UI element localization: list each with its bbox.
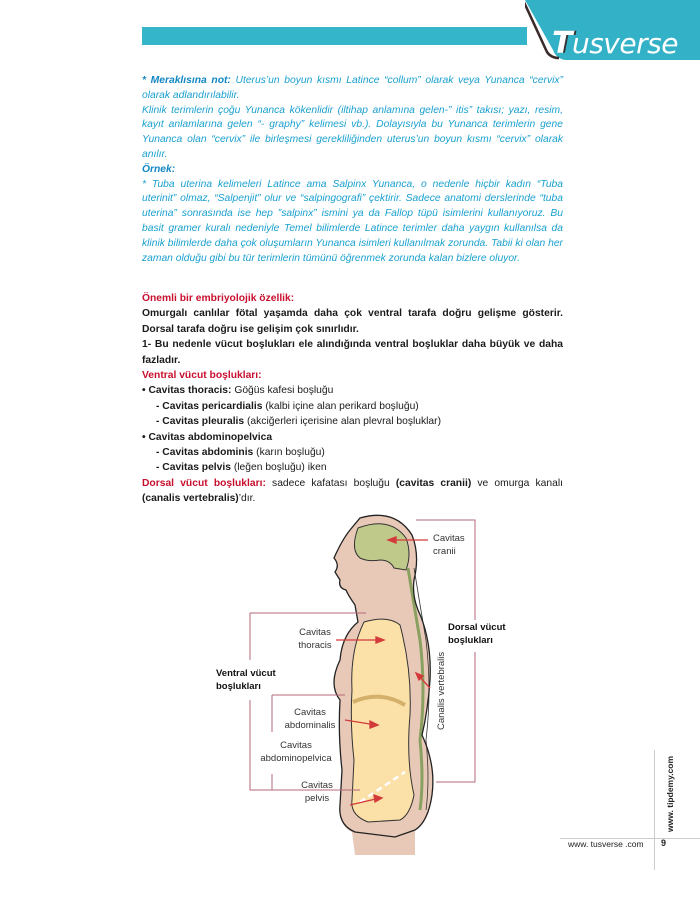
cavity-list: [142, 383, 563, 475]
label-ventral-1: Ventral vücut: [216, 668, 276, 679]
side-url: www. tipdemy.com: [665, 755, 675, 832]
label-thoracis-1: Cavitas: [299, 627, 331, 638]
header-bar: [142, 27, 527, 45]
example-label: Örnek:: [142, 163, 176, 175]
note-text-1: Uterus’un boyun kısmı Latince “collum” olarak veya Yunanca “cervix” olarak adlandırılabilir.: [142, 75, 564, 101]
label-dorsal-2: boşlukları: [448, 635, 493, 646]
label-pelvis-1: Cavitas: [301, 780, 333, 791]
ventral-heading: Ventral vücut boşlukları:: [142, 370, 262, 382]
label-cranii-1: Cavitas: [433, 533, 465, 544]
note-label: * Meraklısına not:: [142, 75, 231, 86]
cavity-item: • Cavitas thoracis: Göğüs kafesi boşluğu: [142, 385, 334, 397]
label-cranii-2: cranii: [433, 546, 456, 557]
point-1: 1- Bu nedenle vücut boşlukları ele alındığında ventral boşluklar daha büyük ve daha fazladır.: [142, 339, 563, 366]
label-vertebralis: Canalis vertebralis: [436, 651, 447, 730]
label-abdominalis-2: abdominalis: [284, 720, 336, 731]
curiosity-note: [142, 74, 563, 266]
label-pelvis-2: pelvis: [304, 793, 330, 804]
page-number: 9: [661, 838, 667, 848]
label-abdominopelvica-1: Cavitas: [280, 740, 312, 751]
embryo-heading: Önemli bir embriyolojik özellik:: [142, 293, 295, 304]
cavity-item: - Cavitas pericardialis (kalbi içine alan perikard boşluğu): [156, 400, 419, 412]
body-cavities-figure: [200, 510, 540, 855]
footer-vertical-divider: [654, 750, 655, 870]
note-text-2: Klinik terimlerin çoğu Yunanca kökenlidir (iltihap anlamına gelen-” itis” takısı; yazı, resim, kayıt anlamlarına gelen “- graphy” kelimesi vb.). Dolayısıyla bu Yunanca terimlerin gene Yunanca olan “cervix” ile birleşmesi gerekliliğinden uterus’un boyun kısmı “cervix” olarak anılır.: [142, 104, 563, 160]
cavity-item: - Cavitas pelvis (leğen boşluğu) iken: [156, 462, 327, 474]
cavity-item: - Cavitas pleuralis (akciğerleri içerisine alan plevral boşluklar): [156, 416, 442, 428]
cavity-item: • Cavitas abdominopelvica: [142, 431, 273, 443]
brand-logo: Tusverse: [552, 26, 678, 61]
label-ventral-2: boşlukları: [216, 681, 261, 692]
embryo-text: Omurgalı canlılar fötal yaşamda daha çok ventral tarafa doğru gelişme gösterir. Dorsal tarafa doğru ise gelişim çok sınırlıdır.: [142, 308, 563, 335]
dorsal-paragraph: Dorsal vücut boşlukları: sadece kafatası boşluğu (cavitas cranii) ve omurga kanalı (canalis vertebralis)’dır.: [142, 477, 563, 505]
note-text-3: * Tuba uterina kelimeleri Latince ama Salpinx Yunanca, o nedenle hiçbir kadın “Tuba uterinit” olmaz, “Salpenjit” olur ve “salpingografi” çektirir. Sadece anatomi derslerinde “tuba uterina” sonrasında ise hep ”salpinx” ismini ya da Fallop tüpü isimlerini kullanıyoruz. Bu basit gramer kuralı nedeniyle Temel bilimlerde Latince terimler daha yaygın kullanılsa da klinik bilimlerde daha çok oluşumların Yunanca isimleri kullanılmak zorunda. Tabii ki olan her zaman olduğu gibi bu tür terimlerin tümünü öğrenmek zorunda kalan bizlere oluyor.: [142, 178, 563, 264]
footer-url: www. tusverse .com: [568, 839, 644, 849]
trunk-cavity: [351, 619, 414, 822]
label-abdominopelvica-2: abdominopelvica: [260, 753, 332, 764]
main-text: [142, 291, 563, 507]
label-thoracis-2: thoracis: [298, 640, 332, 651]
label-dorsal-1: Dorsal vücut: [448, 622, 506, 633]
cavity-item: - Cavitas abdominis (karın boşluğu): [156, 447, 325, 459]
label-abdominalis-1: Cavitas: [294, 707, 326, 718]
